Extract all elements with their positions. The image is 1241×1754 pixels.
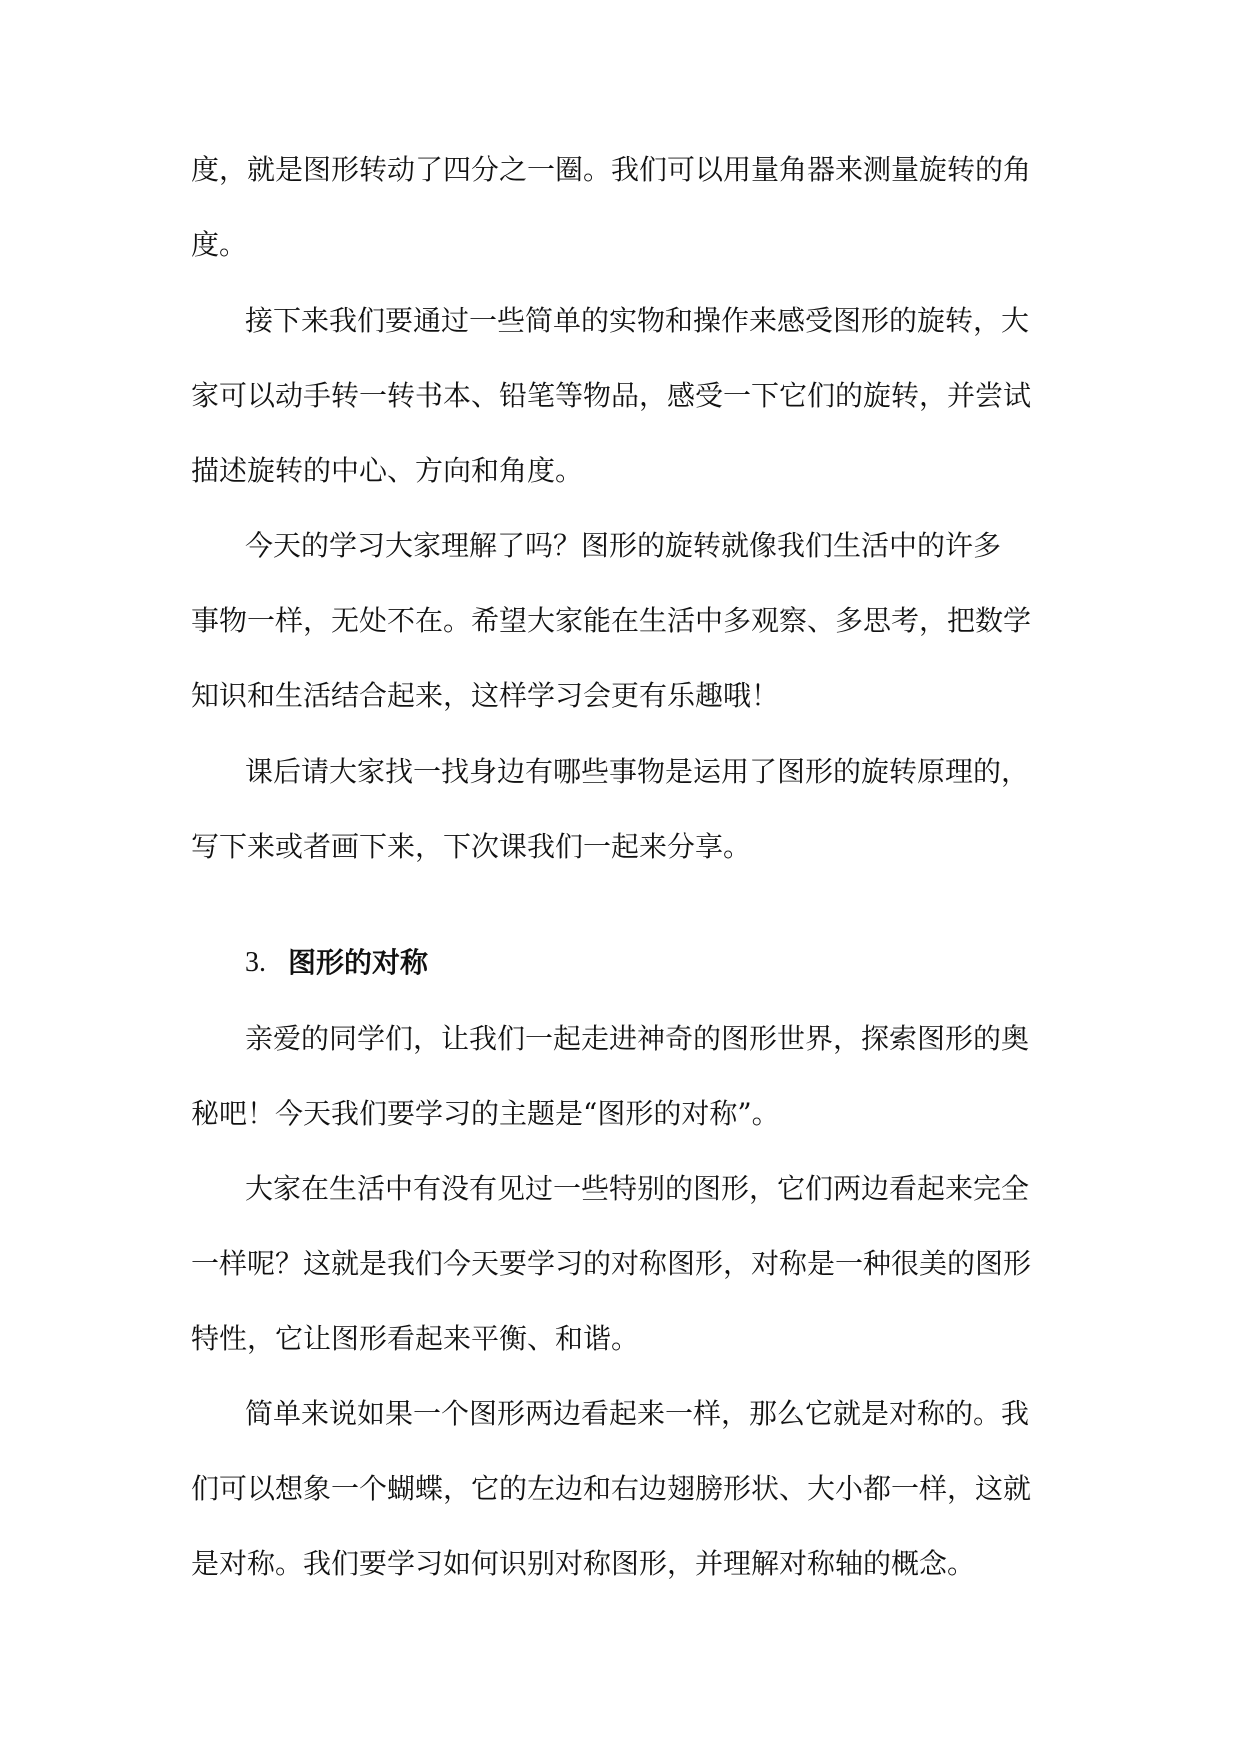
section-paragraph-3-line-2: 们可以想象一个蝴蝶，它的左边和右边翅膀形状、大小都一样，这就: [191, 1472, 1032, 1505]
paragraph-2-line-3: 描述旋转的中心、方向和角度。: [191, 454, 584, 487]
paragraph-4-line-1: 课后请大家找一找身边有哪些事物是运用了图形的旋转原理的，: [245, 755, 1030, 788]
section-paragraph-3-line-1: 简单来说如果一个图形两边看起来一样，那么它就是对称的。我: [245, 1397, 1030, 1430]
paragraph-1-line-2: 度。: [191, 228, 248, 261]
section-paragraph-2-line-1: 大家在生活中有没有见过一些特别的图形，它们两边看起来完全: [245, 1172, 1030, 1205]
paragraph-3-line-2: 事物一样，无处不在。希望大家能在生活中多观察、多思考，把数学: [191, 604, 1032, 637]
section-number: 3.: [245, 947, 266, 978]
section-paragraph-1-line-1: 亲爱的同学们，让我们一起走进神奇的图形世界，探索图形的奥: [245, 1022, 1030, 1055]
paragraph-3-line-1: 今天的学习大家理解了吗？图形的旋转就像我们生活中的许多: [245, 529, 1002, 562]
section-paragraph-2-line-3: 特性，它让图形看起来平衡、和谐。: [191, 1322, 640, 1355]
paragraph-2-line-1: 接下来我们要通过一些简单的实物和操作来感受图形的旋转，大: [245, 304, 1030, 337]
paragraph-3-line-3: 知识和生活结合起来，这样学习会更有乐趣哦！: [191, 679, 780, 712]
section-paragraph-3-line-3: 是对称。我们要学习如何识别对称图形，并理解对称轴的概念。: [191, 1547, 976, 1580]
paragraph-1-line-1: 度，就是图形转动了四分之一圈。我们可以用量角器来测量旋转的角: [191, 153, 1032, 186]
section-paragraph-1-line-2: 秘吧！今天我们要学习的主题是“图形的对称”。: [191, 1097, 780, 1130]
paragraph-2-line-2: 家可以动手转一转书本、铅笔等物品，感受一下它们的旋转，并尝试: [191, 379, 1032, 412]
section-paragraph-2-line-2: 一样呢？这就是我们今天要学习的对称图形，对称是一种很美的图形: [191, 1247, 1032, 1280]
paragraph-4-line-2: 写下来或者画下来，下次课我们一起来分享。: [191, 830, 752, 863]
section-title: 图形的对称: [288, 946, 429, 979]
